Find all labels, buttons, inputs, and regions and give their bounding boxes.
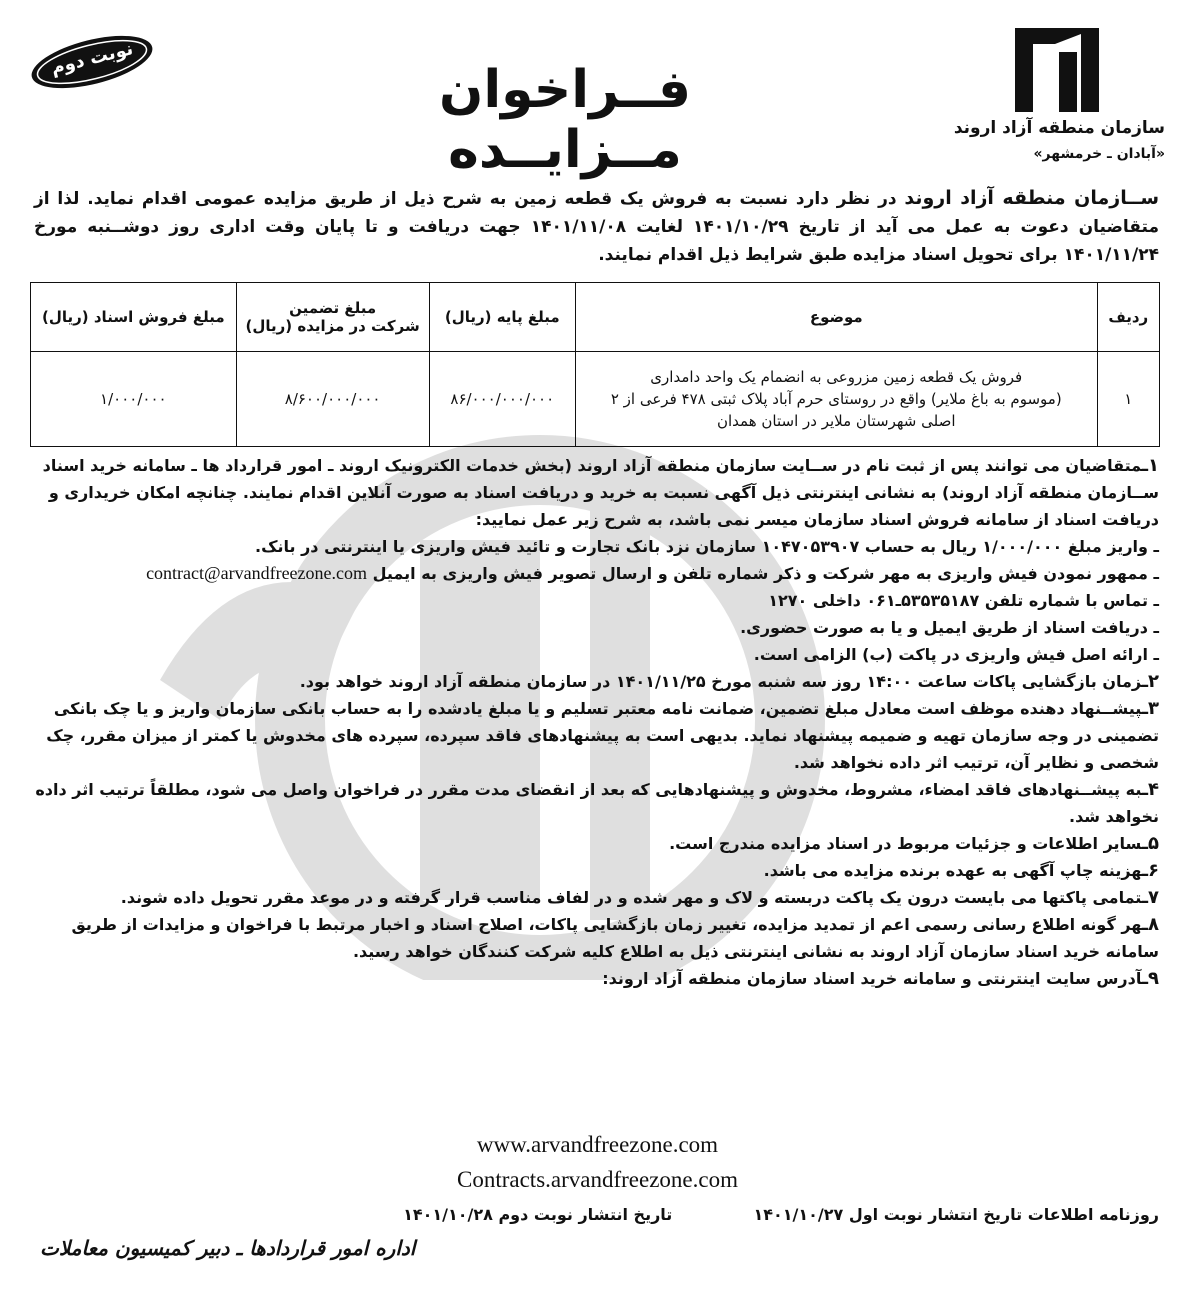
auction-table xyxy=(30,282,1160,447)
cell-subject xyxy=(575,352,1097,447)
header-guarantee-line2: شرکت در مزایده (ریال) xyxy=(245,317,420,335)
bullet-receive: ـ دریافت اسناد از طریق ایمیل و یا به صورت حضوری. xyxy=(740,618,1159,637)
page-title: فــراخوان مــزایــده xyxy=(438,60,692,180)
second-publication-date: تاریخ انتشار نوبت دوم ۱۴۰۱/۱۰/۲۸ xyxy=(403,1205,673,1224)
header-guarantee-line1: مبلغ تضمین xyxy=(289,299,377,317)
bullet-email-text: ـ ممهور نمودن فیش واریزی به مهر شرکت و ذکر شماره تلفن و ارسال تصویر فیش واریزی به ایمیل xyxy=(367,564,1159,583)
intro-text: در نظر دارد نسبت به فروش یک قطعه زمین به شرح ذیل از طریق مزایده عمومی اقدام نماید. لذا از متقاضیان دعوت به عمل می آید از تاریخ ۱۴۰۱/۱۰/۲۹ لغایت ۱۴۰۱/۱۱/۰۸ جهت دریافت و تا پایان وقت اداری روز دوشــنبه مورخ ۱۴۰۱/۱۱/۲۴ برای تحویل اسناد مزایده طبق شرایط ذیل اقدام نمایند. xyxy=(34,189,1159,265)
header xyxy=(0,0,1195,180)
table-row xyxy=(31,352,1160,447)
clause-3-number: ۳ـ xyxy=(1141,698,1159,719)
publication-dates xyxy=(34,1205,1159,1224)
bullet-envelope: ـ ارائه اصل فیش واریزی در پاکت (ب) الزامی است. xyxy=(753,645,1159,664)
first-publication-date: روزنامه اطلاعات تاریخ انتشار نوبت اول ۱۴۰۱/۱۰/۲۷ xyxy=(753,1205,1159,1224)
clause-3 xyxy=(34,695,1159,776)
clause-2-number: ۲ـ xyxy=(1141,671,1159,692)
header-document-price: مبلغ فروش اسناد (ریال) xyxy=(31,283,237,352)
clause-2-text: زمان بازگشایی پاکات ساعت ۱۴:۰۰ روز سه شنبه مورخ ۱۴۰۱/۱۱/۲۵ در سازمان منطقه آزاد اروند خواهد بود. xyxy=(299,672,1142,691)
intro-org-name: ســازمان منطقه آزاد اروند xyxy=(904,187,1159,209)
clause-2 xyxy=(34,668,1159,695)
clause-5-number: ۵ـ xyxy=(1141,833,1159,854)
subject-line1: فروش یک قطعه زمین مزروعی به انضمام یک واحد دامداری xyxy=(650,368,1023,386)
site-url-link[interactable]: www.arvandfreezone.com xyxy=(476,1132,719,1157)
subject-line3: اصلی شهرستان ملایر در استان همدان xyxy=(717,412,956,430)
clause-8-number: ۸ـ xyxy=(1141,914,1159,935)
header-base-price: مبلغ پایه (ریال) xyxy=(429,283,575,352)
subject-line2: (موسوم به باغ ملایر) واقع در روستای حرم آباد پلاک ثبتی ۴۷۸ فرعی از ۲ xyxy=(610,390,1062,408)
clause-1-number: ۱ـ xyxy=(1141,455,1159,476)
cell-base-price: ۸۶/۰۰۰/۰۰۰/۰۰۰ xyxy=(429,352,575,447)
clause-8 xyxy=(34,911,1159,965)
clause-5-text: سایر اطلاعات و جزئیات مربوط در اسناد مزایده مندرج است. xyxy=(669,834,1142,853)
cell-row-number: ۱ xyxy=(1097,352,1159,447)
table-header-row xyxy=(31,283,1160,352)
signature: اداره امور قراردادها ـ دبیر کمیسیون معاملات xyxy=(40,1236,416,1260)
email-link[interactable]: contract@arvandfreezone.com xyxy=(146,563,368,583)
clause-4-number: ۴ـ xyxy=(1141,779,1159,800)
clause-9-number: ۹ـ xyxy=(1141,968,1159,989)
clause-9-text: آدرس سایت اینترنتی و سامانه خرید اسناد سازمان منطقه آزاد اروند: xyxy=(602,969,1142,988)
clause-8-text: هر گونه اطلاع رسانی رسمی اعم از تمدید مزایده، تغییر زمان بازگشایی پاکات، اصلاح اسناد و اخبار مرتبط با فراخوان و مزایدات از طریق سامانه خرید اسناد سازمان آزاد اروند به نشانی اینترنتی ذیل به اطلاع کلیه شرکت کنندگان خواهد رسید. xyxy=(71,915,1159,961)
clause-1-text: متقاضیان می توانند پس از ثبت نام در ســایت سازمان منطقه آزاد اروند (بخش خدمات الکترونیک اروند ـ امور قرارداد ها ـ سامانه خرید اسناد ســازمان منطقه آزاد اروند) به نشانی اینترنتی ذیل آگهی نسبت به خرید و دریافت اسناد به صورت آنلاین اقدام نمایند. چنانچه امکان خریداری و دریافت اسناد از سامانه فروش اسناد سازمان میسر نمی باشد، به شرح زیر عمل نمایید: xyxy=(42,456,1159,529)
header-guarantee xyxy=(236,283,429,352)
arvand-logo-icon xyxy=(1015,28,1099,112)
contracts-url-link[interactable]: Contracts.arvandfreezone.com xyxy=(457,1167,738,1192)
org-subtitle: «آبادان ـ خرمشهر» xyxy=(1033,146,1165,162)
clause-6-text: هزینه چاپ آگهی به عهده برنده مزایده می باشد. xyxy=(763,861,1142,880)
clause-4-text: به پیشــنهادهای فاقد امضاء، مشروط، مخدوش و پیشنهادهایی که بعد از انقضای مدت مقرر در فراخوان واصل می شود، مطلقاً ترتیب اثر داده نخواهد شد. xyxy=(35,780,1159,826)
clause-6 xyxy=(34,857,1159,884)
clause-9 xyxy=(34,965,1159,992)
clauses xyxy=(34,452,1159,992)
org-name: سازمان منطقه آزاد اروند xyxy=(953,118,1165,138)
bullet-deposit: ـ واریز مبلغ ۱/۰۰۰/۰۰۰ ریال به حساب ۱۰۴۷۰۵۳۹۰۷ سازمان نزد بانک تجارت و تائید فیش واریزی یا اینترنتی در بانک. xyxy=(255,537,1159,556)
cell-document-price: ۱/۰۰۰/۰۰۰ xyxy=(31,352,237,447)
clause-4 xyxy=(34,776,1159,830)
clause-1 xyxy=(34,452,1159,533)
bullet-phone: ـ تماس با شماره تلفن ۵۳۵۳۵۱۸۷ـ۰۶۱ داخلی ۱۲۷۰ xyxy=(768,591,1159,610)
header-row-number: ردیف xyxy=(1097,283,1159,352)
cell-guarantee: ۸/۶۰۰/۰۰۰/۰۰۰ xyxy=(236,352,429,447)
header-subject: موضوع xyxy=(575,283,1097,352)
clause-7-text: تمامی پاکتها می بایست درون یک پاکت دربسته و لاک و مهر شده و در لفاف مناسب قرار گرفته و در موعد مقرر تحویل داده شوند. xyxy=(120,888,1142,907)
intro-paragraph xyxy=(34,184,1159,269)
clause-3-text: پیشــنهاد دهنده موظف است معادل مبلغ تضمین، ضمانت نامه معتبر تسلیم و یا مبلغ یادشده را به حساب بانکی سازمان واریز و یا چک بانکی تضمینی در وجه سازمان تهیه و ضمیمه پیشنهاد نماید. بدیهی است به پیشنهادهای فاقد سپرده، سپرده های مخدوش یا کمتر از میزان مقرر، چک شخصی و نظایر آن، ترتیب اثر داده نخواهد شد. xyxy=(46,699,1159,772)
clause-6-number: ۶ـ xyxy=(1141,860,1159,881)
clause-7-number: ۷ـ xyxy=(1141,887,1159,908)
clause-5 xyxy=(34,830,1159,857)
publication-round-badge: نوبت دوم xyxy=(48,38,136,79)
bullet-email xyxy=(34,560,1159,587)
clause-7 xyxy=(34,884,1159,911)
